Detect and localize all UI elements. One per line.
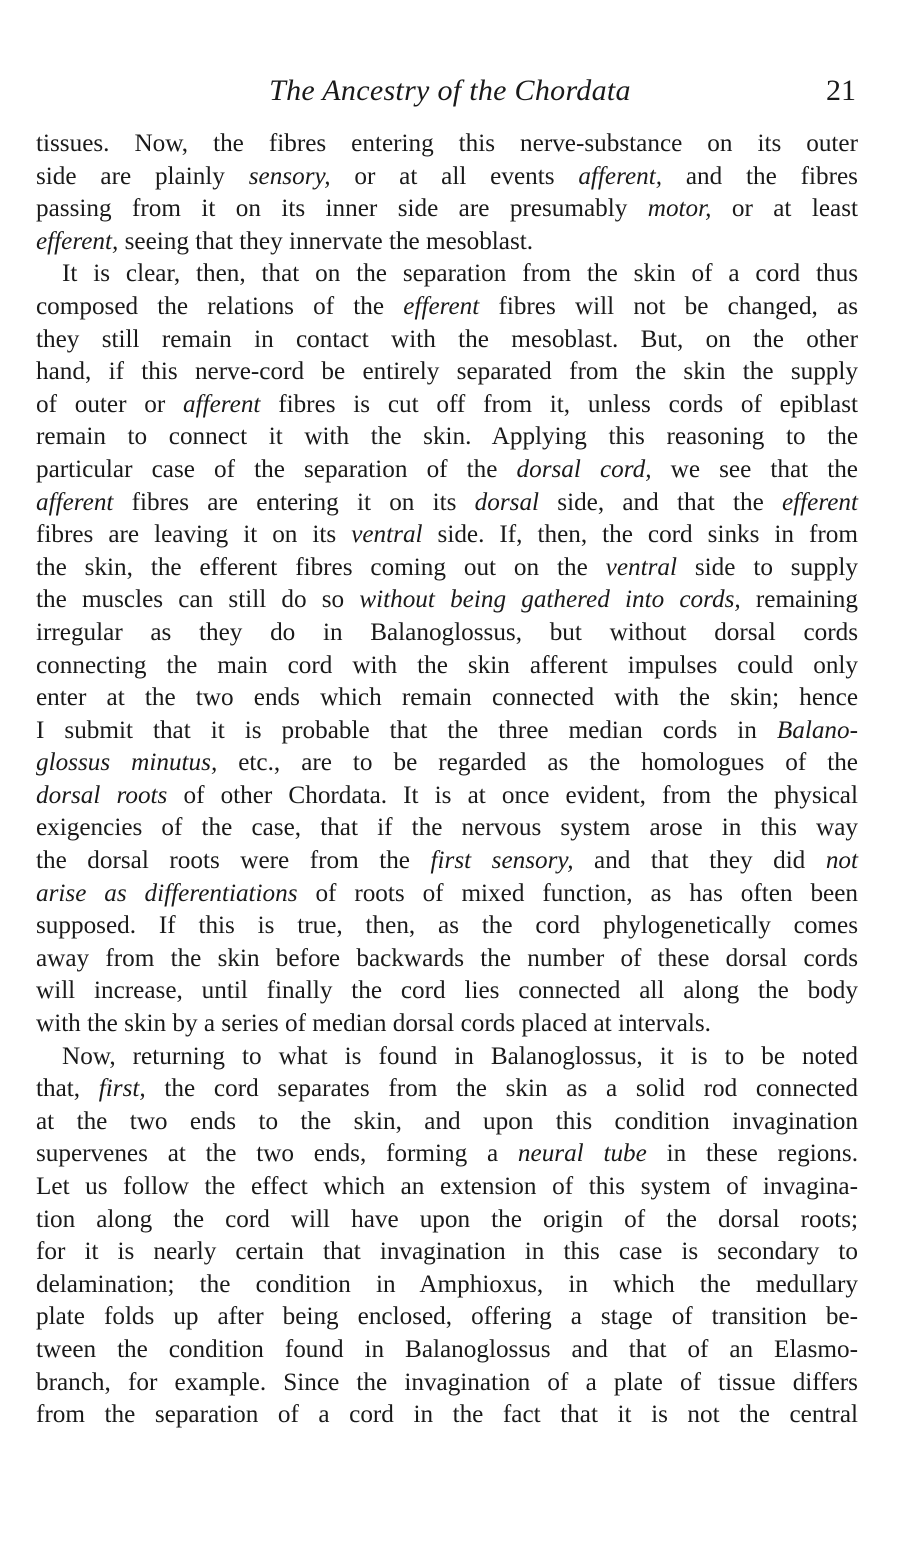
italic-span: glossus minutus,: [36, 749, 218, 777]
text-span: the dorsal roots were from the: [36, 847, 431, 875]
text-span: or at least: [711, 195, 858, 223]
text-span: of other Chordata. It is at once evident, from the physical: [167, 781, 858, 809]
text-line: [36, 421, 858, 454]
italic-span: sensory,: [248, 162, 331, 190]
text-span: away from the skin before backwards the number of these dorsal cords: [36, 944, 858, 972]
text-span: connecting the main cord with the skin afferent impulses could only: [36, 651, 858, 679]
text-span: of outer or: [36, 390, 184, 418]
text-line: [36, 258, 858, 291]
italic-span: efferent,: [36, 227, 119, 255]
text-span: supervenes at the two ends, forming a: [36, 1140, 518, 1168]
text-line: [36, 1236, 858, 1269]
body-text: [36, 128, 858, 1432]
italic-span: afferent: [36, 488, 114, 516]
text-span: passing from it on its inner side are presumably: [36, 195, 648, 223]
text-span: fibres is cut off from it, unless cords of epiblast: [260, 390, 859, 418]
text-span: composed the relations of the: [36, 292, 404, 320]
text-span: the muscles can still do so: [36, 586, 360, 614]
text-span: fibres are entering it on its: [113, 488, 475, 516]
text-line: [36, 715, 858, 748]
text-line: [36, 1334, 858, 1367]
text-span: exigencies of the case, that if the nervous system arose in this way: [36, 814, 858, 842]
text-line: [36, 910, 858, 943]
text-line: [36, 780, 858, 813]
italic-span: ventral: [351, 521, 423, 549]
italic-span: afferent: [183, 390, 261, 418]
text-span: particular case of the separation of the: [36, 455, 517, 483]
text-span: hand, if this nerve-cord be entirely separated from the skin the supply: [36, 358, 858, 386]
text-span: fibres will not be changed, as: [479, 292, 858, 320]
italic-span: first,: [98, 1075, 146, 1103]
text-span: we see that the: [651, 455, 858, 483]
text-line: [36, 1171, 858, 1204]
text-span: will increase, until finally the cord lies connected all along the body: [36, 977, 858, 1005]
text-span: plate folds up after being enclosed, offering a stage of transition be-: [36, 1303, 858, 1331]
text-span: side to supply: [677, 553, 858, 581]
text-span: the cord separates from the skin as a solid rod connected: [145, 1075, 858, 1103]
italic-span: efferent: [782, 488, 858, 516]
text-line: [36, 1073, 858, 1106]
italic-span: dorsal: [474, 488, 540, 516]
text-span: side, and that the: [539, 488, 782, 516]
text-line: [36, 128, 858, 161]
text-span: etc., are to be regarded as the homologues of the: [217, 749, 858, 777]
text-line: [36, 324, 858, 357]
italic-span: dorsal roots: [36, 781, 168, 809]
text-line: [36, 584, 858, 617]
text-line: [36, 943, 858, 976]
text-line: [36, 454, 858, 487]
text-line: [36, 226, 858, 259]
text-line: [36, 487, 858, 520]
text-line: [36, 1138, 858, 1171]
text-line: [36, 650, 858, 683]
text-span: remain to connect it with the skin. Applying this reasoning to the: [36, 423, 858, 451]
text-span: and that they did: [573, 847, 826, 875]
text-line: [36, 193, 858, 226]
text-span: of roots of mixed function, as has often been: [297, 879, 858, 907]
italic-span: without being gathered into cords,: [359, 586, 741, 614]
text-line: [36, 682, 858, 715]
text-line: [36, 1399, 858, 1432]
text-line: [36, 617, 858, 650]
text-span: with the skin by a series of median dorsal cords placed at intervals.: [36, 1010, 711, 1038]
text-line: [36, 878, 858, 911]
text-span: side. If, then, the cord sinks in from: [422, 521, 858, 549]
italic-span: not: [825, 847, 858, 875]
text-line: [36, 519, 858, 552]
paragraph: [36, 258, 858, 1040]
italic-span: efferent: [403, 292, 480, 320]
text-span: Let us follow the effect which an extension of this system of invagina-: [36, 1173, 858, 1200]
text-line: [36, 1106, 858, 1139]
italic-span: motor,: [647, 195, 712, 223]
text-span: remaining: [740, 586, 858, 614]
text-span: tion along the cord will have upon the origin of the dorsal roots;: [36, 1205, 858, 1233]
text-line: [36, 1301, 858, 1334]
text-line: [36, 1041, 858, 1074]
text-span: supposed. If this is true, then, as the cord phylogenetically comes: [36, 912, 858, 940]
text-span: I submit that it is probable that the three median cords in: [36, 716, 777, 744]
running-head: [0, 70, 900, 118]
text-span: in these regions.: [646, 1140, 858, 1168]
text-line: [36, 389, 858, 422]
italic-span: neural tube: [517, 1140, 647, 1168]
text-span: that,: [36, 1075, 99, 1103]
text-line: [36, 1367, 858, 1400]
text-line: [36, 291, 858, 324]
text-span: tissues. Now, the fibres entering this nerve-substance on its outer: [36, 130, 858, 157]
text-span: It is clear, then, that on the separation from the skin of a cord thus: [62, 260, 858, 288]
text-line: [36, 975, 858, 1008]
text-line: [36, 161, 858, 194]
text-span: branch, for example. Since the invagination of a plate of tissue differs: [36, 1368, 858, 1396]
paragraph: [36, 128, 858, 258]
paragraph: [36, 1041, 858, 1432]
italic-span: dorsal cord,: [516, 455, 652, 483]
text-span: from the separation of a cord in the fact that it is not the central: [36, 1401, 858, 1429]
italic-span: afferent,: [578, 162, 663, 190]
text-span: delamination; the condition in Amphioxus, in which the medullary: [36, 1270, 858, 1298]
text-line: [36, 1204, 858, 1237]
text-span: at the two ends to the skin, and upon this condition invagination: [36, 1107, 858, 1135]
running-title: The Ancestry of the Chordata: [269, 74, 631, 107]
text-span: the skin, the efferent fibres coming out on the: [36, 553, 606, 581]
italic-span: ventral: [605, 553, 677, 581]
text-line: [36, 356, 858, 389]
text-span: Now, returning to what is found in Balanoglossus, it is to be noted: [62, 1042, 858, 1070]
text-span: side are plainly: [36, 162, 249, 190]
text-span: enter at the two ends which remain connected with the skin; hence: [36, 684, 858, 712]
text-line: [36, 1269, 858, 1302]
italic-span: Balano-: [776, 716, 858, 744]
page-number: 21: [826, 74, 856, 107]
text-line: [36, 845, 858, 878]
text-span: fibres are leaving it on its: [36, 521, 352, 549]
text-line: [36, 1008, 858, 1041]
text-span: irregular as they do in Balanoglossus, but without dorsal cords: [36, 618, 858, 646]
italic-span: arise as differentiations: [36, 879, 298, 907]
text-span: or at all events: [330, 162, 579, 190]
text-line: [36, 552, 858, 585]
text-span: seeing that they innervate the mesoblast.: [118, 227, 534, 255]
text-span: and the fibres: [662, 162, 858, 190]
italic-span: first sensory,: [430, 847, 574, 875]
text-span: tween the condition found in Balanoglossus and that of an Elasmo-: [36, 1335, 858, 1363]
text-line: [36, 812, 858, 845]
text-span: for it is nearly certain that invagination in this case is secondary to: [36, 1238, 858, 1266]
text-line: [36, 747, 858, 780]
text-span: they still remain in contact with the mesoblast. But, on the other: [36, 325, 858, 353]
